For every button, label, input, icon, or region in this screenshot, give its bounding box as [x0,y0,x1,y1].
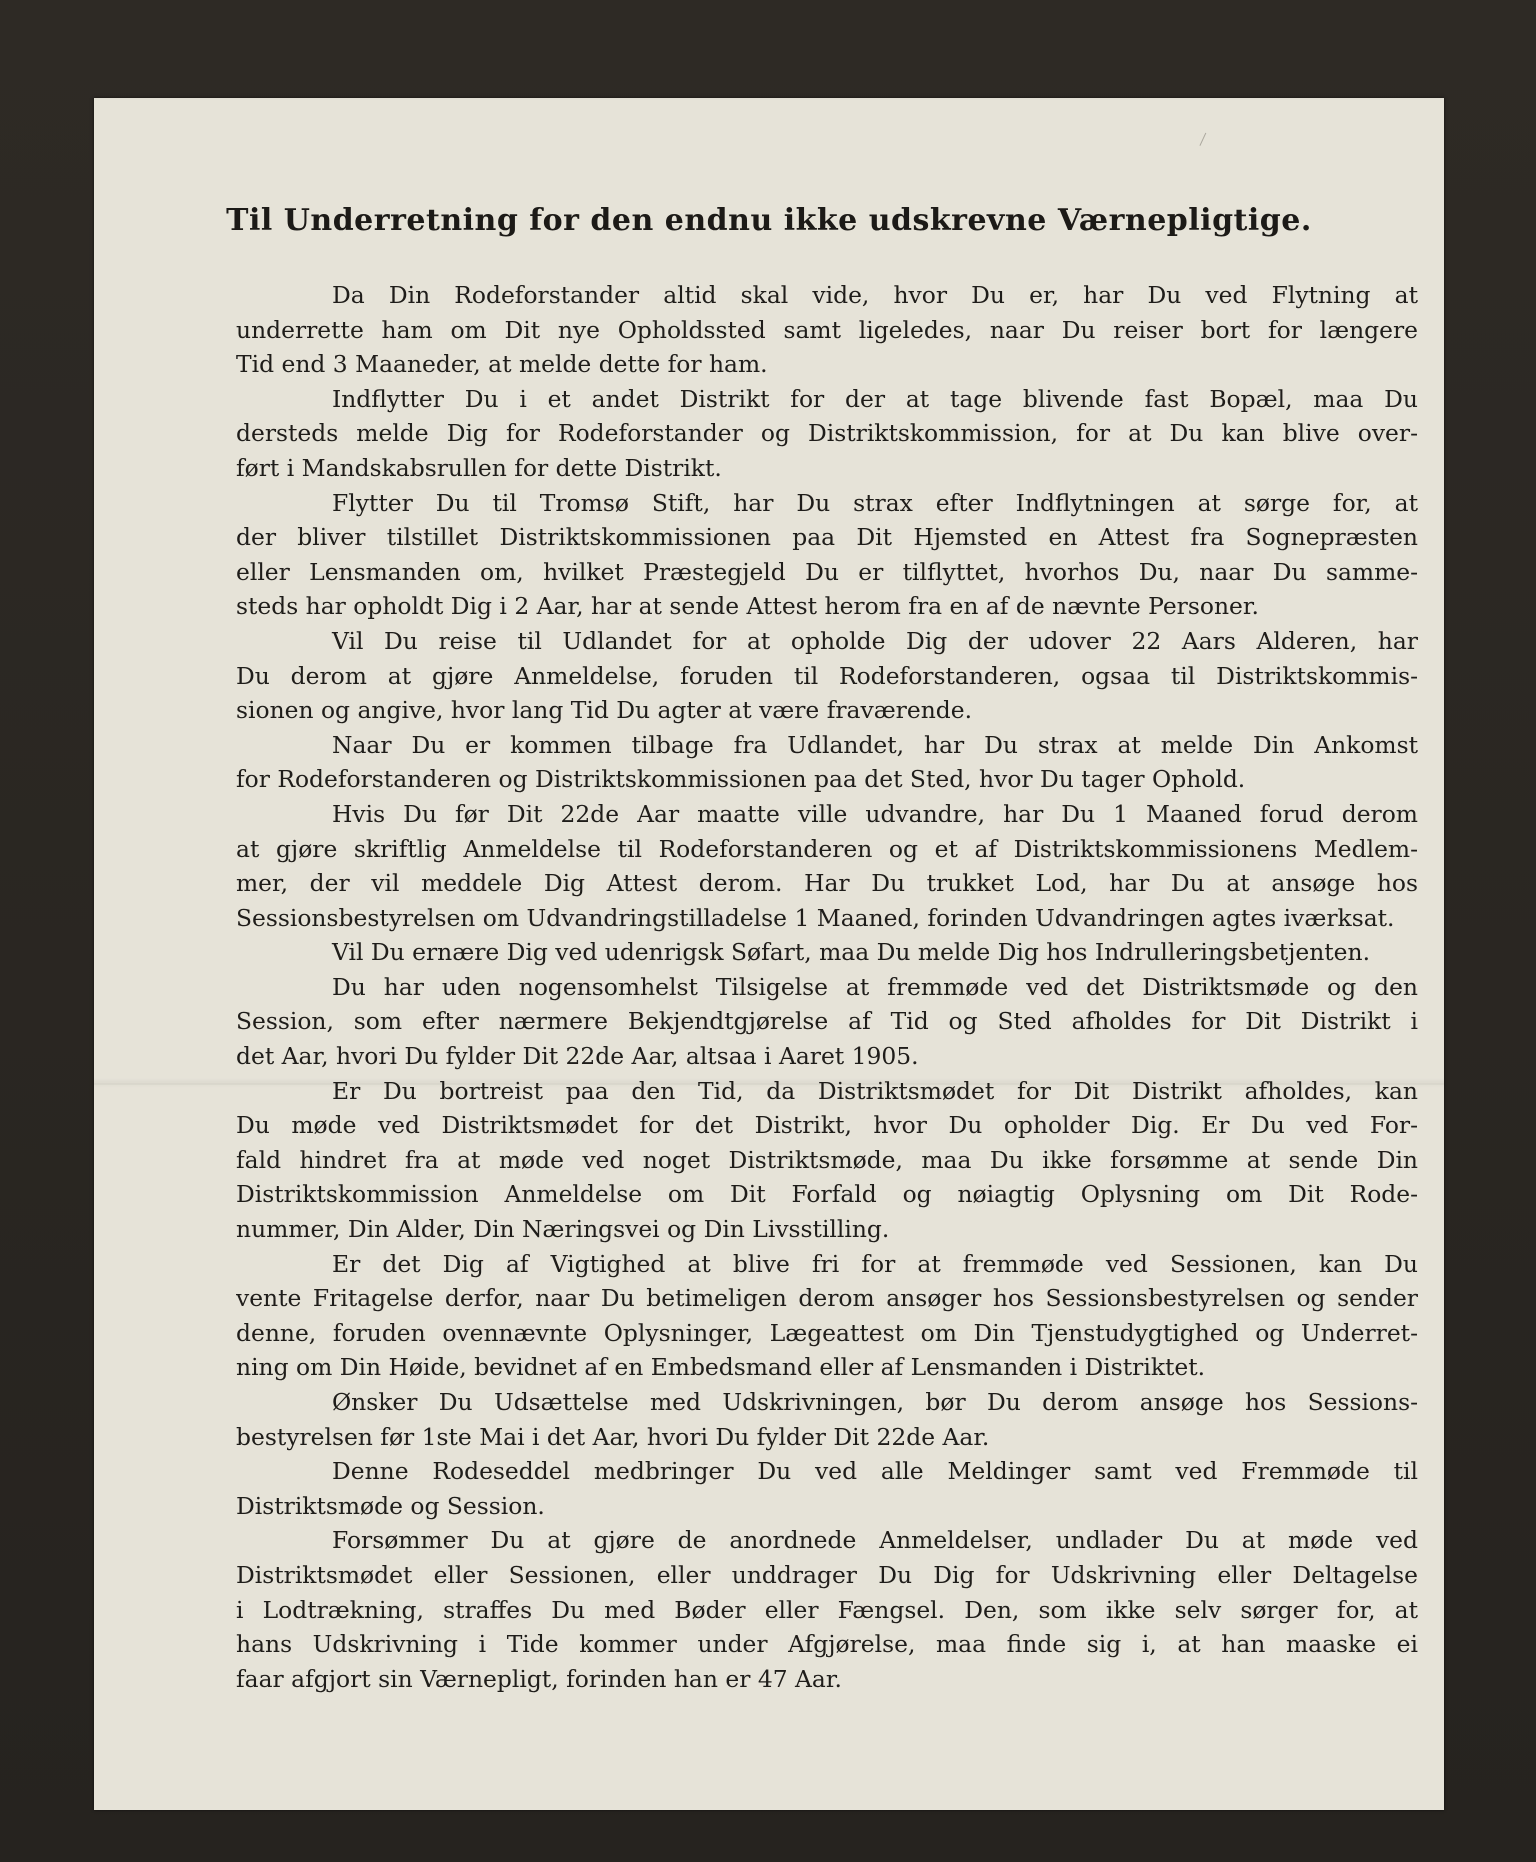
text-line: Sessionsbestyrelsen om Udvandringstilladelse 1 Maaned, forinden Udvandringen agtes iværksat. [236,903,1395,932]
text-line: Distriktsmødet eller Sessionen, eller unddrager Du Dig for Udskrivning eller Deltagelse [236,1560,1418,1589]
text-line: Ønsker Du Udsættelse med Udskrivningen, bør Du derom ansøge hos Sessions- [332,1388,1418,1416]
text-line: fald hindret fra at møde ved noget Distriktsmøde, maa Du ikke forsømme at sende Din [236,1145,1418,1174]
text-line: for Rodeforstanderen og Distriktskommissionen paa det Sted, hvor Du tager Ophold. [236,765,1246,794]
text-line: Er det Dig af Vigtighed at blive fri for at fremmøde ved Sessionen, kan Du [332,1249,1418,1278]
text-line: Du derom at gjøre Anmeldelse, foruden til Rodeforstanderen, ogsaa til Distriktskommis- [236,661,1418,690]
text-line: sionen og angive, hvor lang Tid Du agter at være fraværende. [236,696,973,725]
text-line: bestyrelsen før 1ste Mai i det Aar, hvori Du fylder Dit 22de Aar. [236,1422,990,1451]
paragraph [236,935,1418,970]
paragraph [236,624,1418,728]
text-line: Distriktskommission Anmeldelse om Dit Forfald og nøiagtig Oplysning om Dit Rode- [236,1180,1418,1209]
text-line: Vil Du reise til Udlandet for at opholde Dig der udover 22 Aars Alderen, har [332,626,1418,655]
paragraph [236,970,1418,1074]
document-page [94,98,1444,1810]
text-line: Du møde ved Distriktsmødet for det Distrikt, hvor Du opholder Dig. Er Du ved For- [236,1111,1418,1140]
text-line: Session, som efter nærmere Bekjendtgjørelse af Tid og Sted afholdes for Dit Distrikt i [236,1007,1418,1036]
text-line: nummer, Din Alder, Din Næringsvei og Din Livsstilling. [236,1215,890,1244]
text-line: Distriktsmøde og Session. [236,1491,545,1520]
text-line: hans Udskrivning i Tide kommer under Afgjørelse, maa finde sig i, at han maaske ei [236,1630,1418,1659]
pencil-mark [1199,133,1213,149]
text-line: Da Din Rodeforstander altid skal vide, hvor Du er, har Du ved Flytning at [332,281,1418,309]
text-line: Du har uden nogensomhelst Tilsigelse at fremmøde ved det Distriktsmøde og den [332,972,1418,1001]
text-line: mer, der vil meddele Dig Attest derom. Har Du trukket Lod, har Du at ansøge hos [236,869,1418,898]
text-line: ført i Mandskabsrullen for dette Distrikt. [236,453,722,482]
paragraph [236,728,1418,797]
text-line: der bliver tilstillet Distriktskommissionen paa Dit Hjemsted en Attest fra Sognepræsten [236,523,1418,552]
text-line: denne, foruden ovennævnte Oplysninger, Lægeattest om Din Tjenstudygtighed og Underret- [236,1318,1418,1347]
text-line: vente Fritagelse derfor, naar Du betimeligen derom ansøger hos Sessionsbestyrelsen og sender [236,1284,1418,1313]
text-line: Hvis Du før Dit 22de Aar maatte ville udvandre, har Du 1 Maaned forud derom [332,799,1418,828]
text-line: det Aar, hvori Du fylder Dit 22de Aar, altsaa i Aaret 1905. [236,1042,919,1071]
document-title: Til Underretning for den endnu ikke udskrevne Værnepligtige. [226,203,1312,238]
text-line: Naar Du er kommen tilbage fra Udlandet, har Du strax at melde Din Ankomst [332,730,1418,759]
text-line: Tid end 3 Maaneder, at melde dette for ham. [236,350,768,379]
paragraph [236,1454,1418,1523]
text-line: Flytter Du til Tromsø Stift, har Du strax efter Indflytningen at sørge for, at [332,488,1418,517]
text-line: underrette ham om Dit nye Opholdssted samt ligeledes, naar Du reiser bort for længere [236,315,1418,344]
text-line: at gjøre skriftlig Anmeldelse til Rodeforstanderen og et af Distriktskommissionens Medlem- [236,834,1418,863]
text-line: Forsømmer Du at gjøre de anordnede Anmeldelser, undlader Du at møde ved [332,1526,1418,1555]
paragraph [236,1074,1418,1247]
text-line: faar afgjort sin Værnepligt, forinden han er 47 Aar. [236,1664,842,1693]
text-line: steds har opholdt Dig i 2 Aar, har at sende Attest herom fra en af de nævnte Personer. [236,592,1259,621]
text-line: i Lodtrækning, straffes Du med Bøder eller Fængsel. Den, som ikke selv sørger for, at [236,1595,1418,1624]
paragraph [236,1523,1418,1696]
text-line: eller Lensmanden om, hvilket Præstegjeld Du er tilflyttet, hvorhos Du, naar Du samme- [236,557,1418,586]
document-body [236,278,1418,1696]
text-line: ning om Din Høide, bevidnet af en Embedsmand eller af Lensmanden i Distriktet. [236,1353,1206,1382]
paragraph [236,278,1418,382]
text-line: Denne Rodeseddel medbringer Du ved alle Meldinger samt ved Fremmøde til [332,1457,1418,1486]
paragraph [236,1247,1418,1385]
text-line: Indflytter Du i et andet Distrikt for der at tage blivende fast Bopæl, maa Du [332,384,1418,413]
paragraph [236,486,1418,624]
paragraph [236,797,1418,935]
text-line: dersteds melde Dig for Rodeforstander og Distriktskommission, for at Du kan blive over- [236,419,1418,448]
paragraph [236,382,1418,486]
paragraph [236,1385,1418,1454]
text-line: Er Du bortreist paa den Tid, da Distriktsmødet for Dit Distrikt afholdes, kan [332,1076,1418,1105]
text-line: Vil Du ernære Dig ved udenrigsk Søfart, maa Du melde Dig hos Indrulleringsbetjenten. [332,938,1371,967]
